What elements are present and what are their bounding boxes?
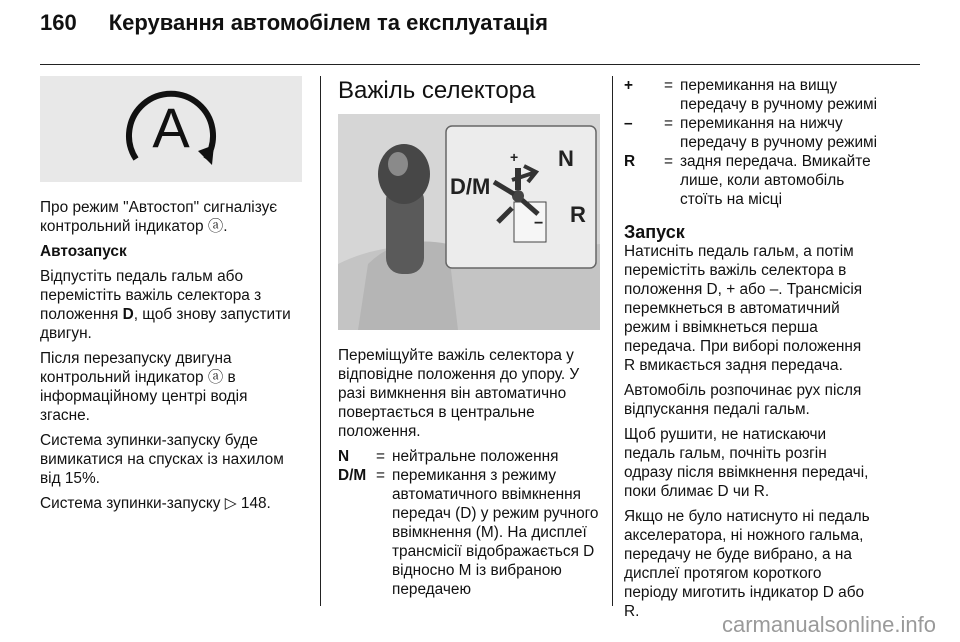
definition-dm: D/M = перемикання з режиму автоматичного ввімкнення передач (D) у режим ручного ввімкнення (M). На дисплеї трансмісії відображається D відносно M із вибраною передачею (338, 467, 599, 598)
paragraph: Автомобіль розпочинає рух після відпускання педалі гальм. (624, 382, 862, 418)
plus-icon: + (624, 77, 633, 94)
svg-text:+: + (510, 149, 519, 165)
column-2 (338, 76, 604, 599)
autostop-indicator-illustration (40, 76, 302, 182)
svg-text:A: A (152, 96, 190, 159)
svg-text:D/M: D/M (450, 174, 491, 199)
gear-selector-illustration (338, 114, 600, 330)
column-divider-1 (320, 76, 321, 606)
section-title: Важіль селектора (338, 77, 536, 104)
svg-text:R: R (570, 202, 586, 227)
paragraph: Переміщуйте важіль селектора у відповідне положення до упору. У разі вимкнення він автоматично повертається в центральне положення. (338, 347, 580, 440)
definition-n: N = нейтральне положення (338, 448, 559, 465)
watermark: carmanualsonline.info (721, 612, 936, 637)
svg-text:N: N (558, 146, 574, 171)
paragraph: Якщо не було натиснуто ні педаль акселератора, ні ножного гальма, передачу не буде вибрано, а на дисплеї протягом короткого періоду миготить індикатор D або R. (624, 508, 870, 620)
column-divider-2 (612, 76, 613, 606)
paragraph: Про режим "Автостоп" сигналізує контрольний індикатор ⓐ. (40, 199, 278, 235)
minus-icon: – (624, 115, 633, 132)
autostop-a-icon (116, 81, 226, 177)
definition-r: R = задня передача. Вмикайте лише, коли автомобіль стоїть на місці (624, 153, 871, 208)
definition-minus: – = перемикання на нижчу передачу в ручному режимі (624, 115, 878, 151)
cross-reference: Система зупинки-запуску ▷ 148. (40, 495, 271, 512)
section-heading: Запуск (624, 222, 685, 242)
page-title: Керування автомобілем та експлуатація (108, 10, 548, 35)
definition-plus: + = перемикання на вищу передачу в ручному режимі (624, 77, 878, 113)
page-number: 160 (40, 10, 77, 35)
header-divider (40, 64, 920, 65)
page-header (40, 10, 548, 50)
paragraph: Натисніть педаль гальм, а потім перемістіть важіль селектора в положення D, + або –. Трансмісія перемкнеться в автоматичний режим і ввімкнеться перша передача. При виборі положення R вмикається задня передача. (624, 243, 863, 374)
paragraph: Після перезапуску двигуна контрольний індикатор ⓐ в інформаційному центрі водія згасне. (40, 350, 248, 424)
paragraph: Відпустіть педаль гальм або перемістіть важіль селектора з положення D, щоб знову запустити двигун. (40, 268, 291, 342)
column-1 (40, 76, 312, 513)
svg-text:−: − (534, 215, 544, 232)
paragraph: Щоб рушити, не натискаючи педаль гальм, почніть розгін одразу після ввімкнення передачі, поки блимає D чи R. (624, 426, 869, 500)
paragraph: Система зупинки-запуску буде вимикатися на спусках із нахилом від 15%. (40, 432, 284, 487)
column-3 (624, 76, 904, 621)
section-heading: Автозапуск (40, 243, 127, 260)
